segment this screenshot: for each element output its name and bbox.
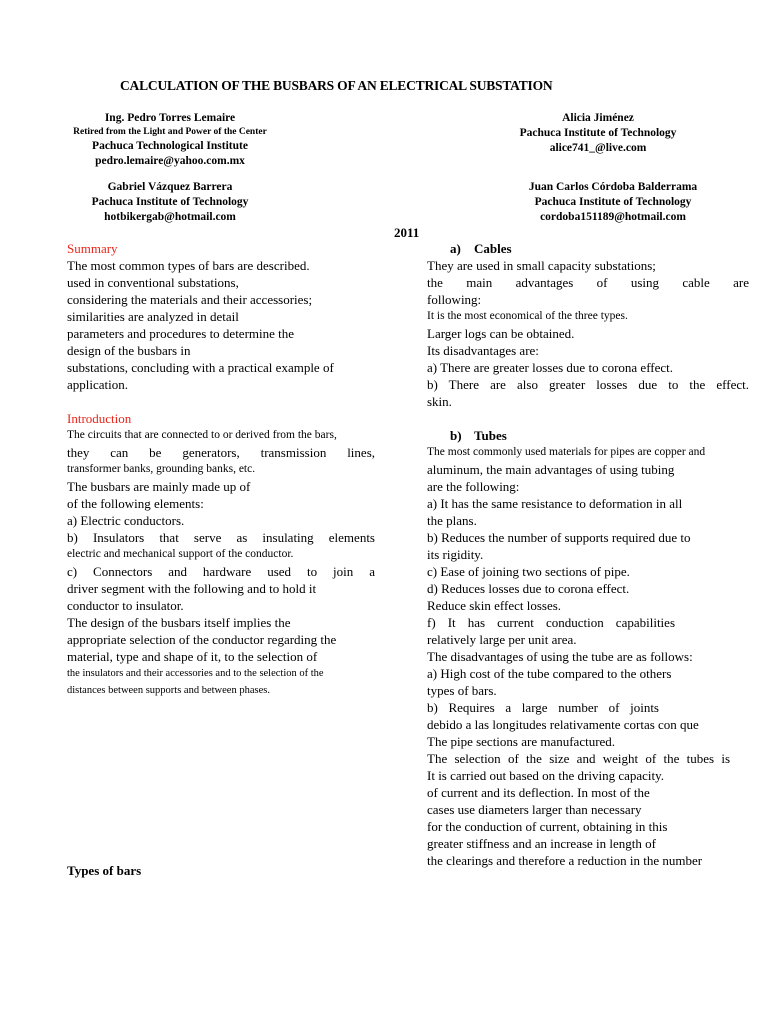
author-name: Juan Carlos Córdoba Balderrama: [528, 181, 698, 193]
tubes-line: greater stiffness and an increase in length of: [427, 836, 656, 851]
cables-line: It is the most economical of the three types.: [427, 310, 628, 322]
author-institution: Pachuca Institute of Technology: [519, 127, 677, 139]
tubes-line: b) Requires a large number of joints: [427, 700, 659, 715]
tubes-line: for the conduction of current, obtaining in this: [427, 819, 668, 834]
cables-line: Larger logs can be obtained.: [427, 326, 575, 341]
cables-line: a) There are greater losses due to corona effect.: [427, 360, 674, 375]
cables-heading: [427, 240, 749, 257]
tubes-line: f) It has current conduction capabilities: [427, 615, 675, 630]
author-name: Alicia Jiménez: [562, 112, 634, 124]
tubes-line: c) Ease of joining two sections of pipe.: [427, 564, 630, 579]
intro-line: The busbars are mainly made up of: [67, 479, 251, 494]
intro-line: a) Electric conductors.: [67, 513, 185, 528]
intro-line: The design of the busbars itself implies the: [67, 615, 291, 630]
tubes-line: d) Reduces losses due to corona effect.: [427, 581, 630, 596]
cables-line: They are used in small capacity substations;: [427, 258, 656, 273]
author-name: Ing. Pedro Torres Lemaire: [104, 112, 236, 124]
tubes-line: types of bars.: [427, 683, 497, 698]
intro-line: driver segment with the following and to hold it: [67, 581, 317, 596]
author-name: Gabriel Vázquez Barrera: [107, 181, 233, 193]
author-email: alice741_@live.com: [549, 142, 647, 154]
tubes-line: the plans.: [427, 513, 477, 528]
cables-line: the main advantages of using cable are: [427, 275, 749, 290]
intro-line: appropriate selection of the conductor regarding the: [67, 632, 337, 647]
intro-line: c) Connectors and hardware used to join a: [67, 564, 375, 579]
summary-heading: Summary: [67, 241, 118, 256]
cables-label: a): [450, 241, 461, 256]
summary-line: application.: [67, 377, 129, 392]
author-block-1: [60, 111, 280, 169]
introduction-heading: Introduction: [67, 411, 132, 426]
intro-line: b) Insulators that serve as insulating elements: [67, 530, 375, 545]
tubes-line: It is carried out based on the driving capacity.: [427, 768, 665, 783]
summary-line: similarities are analyzed in detail: [67, 309, 239, 324]
author-block-2: [493, 111, 703, 156]
cables-line: skin.: [427, 394, 452, 409]
summary-line: used in conventional substations,: [67, 275, 239, 290]
tubes-line: the clearings and therefore a reduction in the number: [427, 853, 703, 868]
tubes-title: Tubes: [474, 428, 507, 443]
tubes-line: are the following:: [427, 479, 520, 494]
tubes-label: b): [450, 428, 462, 443]
cables-line: b) There are also greater losses due to the effect.: [427, 377, 749, 392]
tubes-line: Reduce skin effect losses.: [427, 598, 562, 613]
tubes-line: The selection of the size and weight of the tubes is: [427, 751, 730, 766]
author-block-4: [503, 180, 723, 225]
summary-line: considering the materials and their accessories;: [67, 292, 313, 307]
tubes-line: The pipe sections are manufactured.: [427, 734, 616, 749]
intro-line: of the following elements:: [67, 496, 204, 511]
tubes-line: aluminum, the main advantages of using tubing: [427, 462, 675, 477]
intro-line: electric and mechanical support of the conductor.: [67, 548, 294, 560]
author-email: cordoba151189@hotmail.com: [540, 211, 686, 223]
intro-line: distances between supports and between phases.: [67, 685, 270, 696]
summary-line: substations, concluding with a practical example of: [67, 360, 334, 375]
intro-line: transformer banks, grounding banks, etc.: [67, 463, 256, 475]
author-email: hotbikergab@hotmail.com: [104, 211, 236, 223]
intro-line: they can be generators, transmission lines,: [67, 445, 375, 460]
cables-line: Its disadvantages are:: [427, 343, 539, 358]
tubes-line: cases use diameters larger than necessary: [427, 802, 642, 817]
summary-line: parameters and procedures to determine the: [67, 326, 295, 341]
tubes-line: The most commonly used materials for pipes are copper and: [427, 446, 706, 458]
summary-line: design of the busbars in: [67, 343, 191, 358]
cables-title: Cables: [474, 241, 512, 256]
types-of-bars-heading: Types of bars: [67, 863, 142, 878]
summary-line: The most common types of bars are described.: [67, 258, 310, 273]
paper-title: CALCULATION OF THE BUSBARS OF AN ELECTRICAL SUBSTATION: [120, 78, 553, 93]
author-institution: Pachuca Technological Institute: [92, 140, 248, 152]
author-institution: Pachuca Institute of Technology: [534, 196, 692, 208]
intro-line: The circuits that are connected to or derived from the bars,: [67, 429, 337, 441]
tubes-line: a) It has the same resistance to deformation in all: [427, 496, 683, 511]
tubes-line: relatively large per unit area.: [427, 632, 577, 647]
author-institution: Pachuca Institute of Technology: [91, 196, 249, 208]
tubes-line: debido a las longitudes relativamente cortas con que: [427, 717, 699, 732]
tubes-heading: [427, 427, 749, 444]
intro-line: the insulators and their accessories and to the selection of the: [67, 668, 324, 679]
publication-year: 2011: [394, 225, 420, 240]
cables-line: following:: [427, 292, 482, 307]
intro-line: conductor to insulator.: [67, 598, 184, 613]
tubes-line: of current and its deflection. In most of the: [427, 785, 650, 800]
tubes-line: a) High cost of the tube compared to the others: [427, 666, 672, 681]
tubes-line: its rigidity.: [427, 547, 484, 562]
left-column: [67, 240, 375, 699]
author-email: pedro.lemaire@yahoo.com.mx: [95, 155, 245, 167]
intro-line: material, type and shape of it, to the selection of: [67, 649, 318, 664]
tubes-line: b) Reduces the number of supports required due to: [427, 530, 691, 545]
tubes-line: The disadvantages of using the tube are as follows:: [427, 649, 693, 664]
right-column: [427, 240, 749, 869]
author-block-3: [60, 180, 280, 225]
author-affiliation-note: Retired from the Light and Power of the Center: [73, 127, 267, 137]
